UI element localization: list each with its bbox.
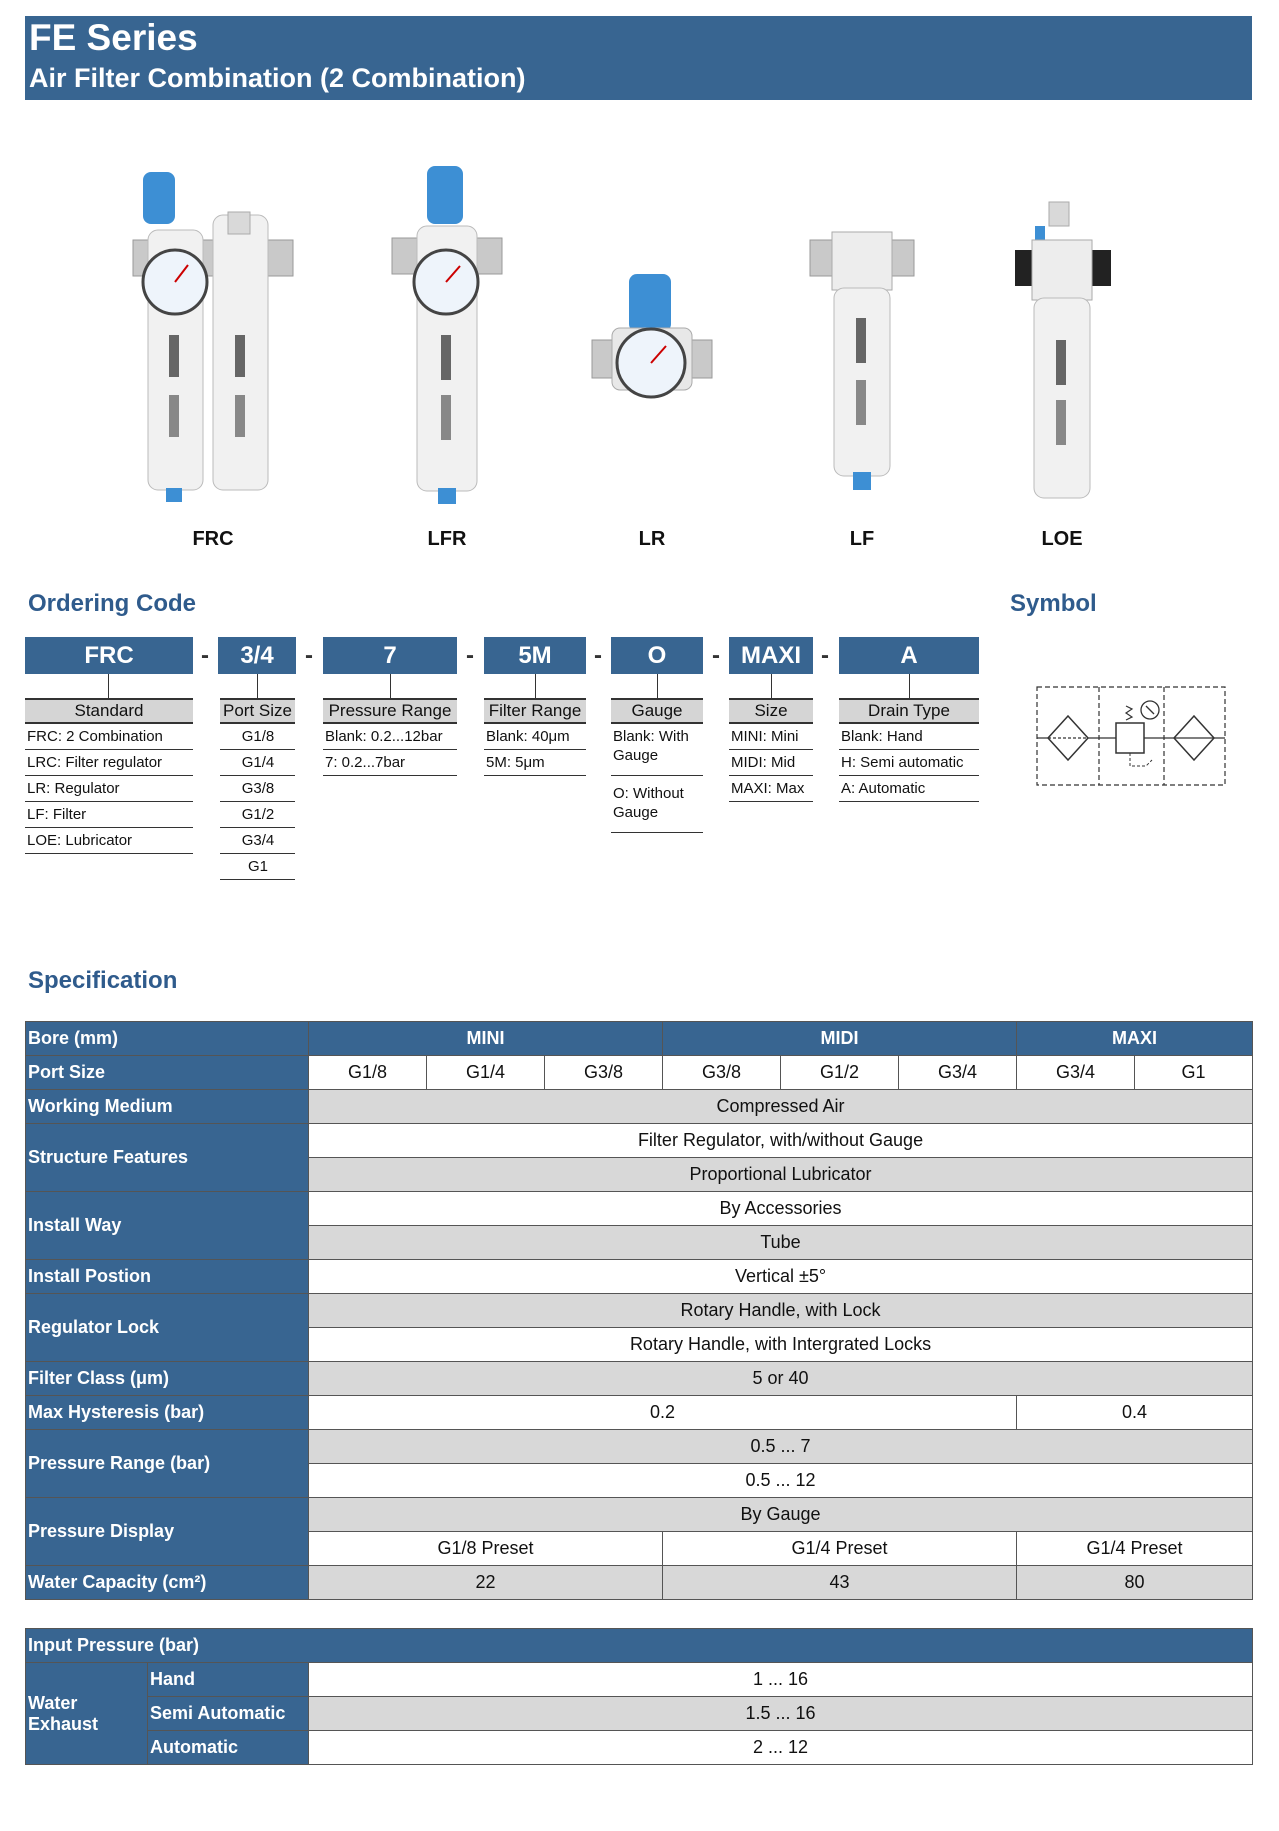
- exhaust-value: 1.5 ... 16: [309, 1697, 1253, 1731]
- product-label: LOE: [1041, 528, 1083, 550]
- oc-option: H: Semi automatic: [839, 750, 979, 776]
- exhaust-type-label: Automatic: [148, 1731, 309, 1765]
- hysteresis-row: [26, 1396, 1253, 1430]
- regulator-lock-value: Rotary Handle, with Lock: [309, 1294, 1253, 1328]
- product-lf: [777, 150, 947, 550]
- hysteresis-value: 0.4: [1017, 1396, 1253, 1430]
- pressure-display-row: [26, 1498, 1253, 1532]
- code-dash: -: [201, 642, 209, 669]
- install-way-value: Tube: [309, 1226, 1253, 1260]
- pressure-preset: G1/4 Preset: [1017, 1532, 1253, 1566]
- oc-option: G3/8: [220, 776, 295, 802]
- oc-option: FRC: 2 Combination: [25, 724, 193, 750]
- port-cell: G1/8: [309, 1056, 427, 1090]
- oc-option: G3/4: [220, 828, 295, 854]
- oc-option: LOE: Lubricator: [25, 828, 193, 854]
- water-capacity-value: 80: [1017, 1566, 1253, 1600]
- product-label: LR: [638, 528, 666, 550]
- oc-option: LF: Filter: [25, 802, 193, 828]
- filter-class-label: Filter Class (μm): [26, 1362, 309, 1396]
- port-size-row: [26, 1056, 1253, 1090]
- water-capacity-row: [26, 1566, 1253, 1600]
- pressure-range-label: Pressure Range (bar): [26, 1430, 309, 1498]
- water-capacity-value: 22: [309, 1566, 663, 1600]
- oc-option: 7: 0.2...7bar: [323, 750, 457, 776]
- port-cell: G3/4: [899, 1056, 1017, 1090]
- product-frc: [128, 150, 298, 550]
- oc-option: G1/2: [220, 802, 295, 828]
- exhaust-row: [26, 1731, 1253, 1765]
- regulator-lock-label: Regulator Lock: [26, 1294, 309, 1362]
- regulator-lock-value: Rotary Handle, with Intergrated Locks: [309, 1328, 1253, 1362]
- oc-option: A: Automatic: [839, 776, 979, 802]
- exhaust-type-label: Hand: [148, 1663, 309, 1697]
- medium-value: Compressed Air: [309, 1090, 1253, 1124]
- oc-column-header: Gauge: [611, 698, 703, 724]
- exhaust-row: [26, 1697, 1253, 1731]
- oc-option: Blank: 40μm: [484, 724, 586, 750]
- medium-label: Working Medium: [26, 1090, 309, 1124]
- structure-value: Proportional Lubricator: [309, 1158, 1253, 1192]
- port-size-label: Port Size: [26, 1056, 309, 1090]
- bore-maxi: MAXI: [1017, 1022, 1253, 1056]
- exhaust-type-label: Semi Automatic: [148, 1697, 309, 1731]
- oc-column-size: [729, 698, 813, 802]
- code-box-pressure: 7: [323, 637, 457, 674]
- oc-column-header: Drain Type: [839, 698, 979, 724]
- oc-column-filter-range: [484, 698, 586, 776]
- regulator-lock-row: [26, 1294, 1253, 1328]
- product-lr: [567, 150, 737, 550]
- oc-column-header: Filter Range: [484, 698, 586, 724]
- product-label: LFR: [427, 528, 467, 550]
- oc-option: Blank: 0.2...12bar: [323, 724, 457, 750]
- structure-row: [26, 1124, 1253, 1158]
- loe-unit-image: [977, 150, 1147, 520]
- pressure-display-label: Pressure Display: [26, 1498, 309, 1566]
- oc-column-port-size: [220, 698, 295, 880]
- code-dash: -: [305, 642, 313, 669]
- code-box-filter: 5M: [484, 637, 586, 674]
- specification-title: Specification: [28, 967, 178, 994]
- oc-option: G1/8: [220, 724, 295, 750]
- pressure-preset: G1/8 Preset: [309, 1532, 663, 1566]
- bore-midi: MIDI: [663, 1022, 1017, 1056]
- oc-option: 5M: 5μm: [484, 750, 586, 776]
- port-cell: G1/4: [427, 1056, 545, 1090]
- lf-unit-image: [777, 150, 947, 520]
- exhaust-row: [26, 1663, 1253, 1697]
- pressure-range-row: [26, 1430, 1253, 1464]
- pressure-range-value: 0.5 ... 7: [309, 1430, 1253, 1464]
- oc-option: O: Without Gauge: [611, 776, 703, 833]
- code-dash: -: [712, 642, 720, 669]
- connector-line: [771, 674, 772, 698]
- exhaust-value: 1 ... 16: [309, 1663, 1253, 1697]
- structure-label: Structure Features: [26, 1124, 309, 1192]
- install-way-row: [26, 1192, 1253, 1226]
- port-cell: G3/8: [545, 1056, 663, 1090]
- input-pressure-table: [25, 1628, 1253, 1765]
- install-way-label: Install Way: [26, 1192, 309, 1260]
- product-label: LF: [849, 528, 875, 550]
- input-pressure-header: [26, 1629, 1253, 1663]
- code-dash: -: [594, 642, 602, 669]
- product-lfr: [362, 150, 532, 550]
- specification-table: [25, 1021, 1253, 1600]
- structure-value: Filter Regulator, with/without Gauge: [309, 1124, 1253, 1158]
- code-box-size: MAXI: [729, 637, 813, 674]
- bore-mini: MINI: [309, 1022, 663, 1056]
- water-capacity-label: Water Capacity (cm²): [26, 1566, 309, 1600]
- code-dash: -: [466, 642, 474, 669]
- oc-option: MIDI: Mid: [729, 750, 813, 776]
- connector-line: [909, 674, 910, 698]
- bore-row: [26, 1022, 1253, 1056]
- oc-column-gauge: [611, 698, 703, 833]
- connector-line: [535, 674, 536, 698]
- exhaust-value: 2 ... 12: [309, 1731, 1253, 1765]
- oc-option: LRC: Filter regulator: [25, 750, 193, 776]
- install-way-value: By Accessories: [309, 1192, 1253, 1226]
- input-pressure-title: Input Pressure (bar): [26, 1629, 1253, 1663]
- pneumatic-symbol-icon: [1036, 686, 1226, 786]
- oc-column-drain-type: [839, 698, 979, 802]
- install-position-label: Install Postion: [26, 1260, 309, 1294]
- code-box-gauge: O: [611, 637, 703, 674]
- oc-option: G1/4: [220, 750, 295, 776]
- symbol-title: Symbol: [1010, 590, 1097, 617]
- oc-option: Blank: With Gauge: [611, 724, 703, 776]
- pressure-display-value: By Gauge: [309, 1498, 1253, 1532]
- oc-option: G1: [220, 854, 295, 880]
- series-subtitle: Air Filter Combination (2 Combination): [29, 63, 526, 93]
- port-cell: G3/8: [663, 1056, 781, 1090]
- oc-column-pressure-range: [323, 698, 457, 776]
- oc-column-standard: [25, 698, 193, 854]
- product-loe: [977, 150, 1147, 550]
- bore-label: Bore (mm): [26, 1022, 309, 1056]
- hysteresis-label: Max Hysteresis (bar): [26, 1396, 309, 1430]
- code-dash: -: [821, 642, 829, 669]
- port-cell: G3/4: [1017, 1056, 1135, 1090]
- pressure-range-value: 0.5 ... 12: [309, 1464, 1253, 1498]
- filter-class-row: [26, 1362, 1253, 1396]
- pressure-preset: G1/4 Preset: [663, 1532, 1017, 1566]
- oc-option: LR: Regulator: [25, 776, 193, 802]
- oc-column-header: Standard: [25, 698, 193, 724]
- medium-row: [26, 1090, 1253, 1124]
- oc-column-header: Size: [729, 698, 813, 724]
- ordering-code-title: Ordering Code: [28, 590, 197, 617]
- oc-column-header: Pressure Range: [323, 698, 457, 724]
- code-box-standard: FRC: [25, 637, 193, 674]
- frc-unit-image: [128, 150, 298, 520]
- water-capacity-value: 43: [663, 1566, 1017, 1600]
- filter-class-value: 5 or 40: [309, 1362, 1253, 1396]
- product-label: FRC: [192, 528, 234, 550]
- oc-option: MAXI: Max: [729, 776, 813, 802]
- hysteresis-value: 0.2: [309, 1396, 1017, 1430]
- series-title: FE Series: [29, 17, 198, 58]
- lr-unit-image: [567, 150, 737, 520]
- oc-column-header: Port Size: [220, 698, 295, 724]
- oc-option: Blank: Hand: [839, 724, 979, 750]
- code-box-drain: A: [839, 637, 979, 674]
- oc-option: MINI: Mini: [729, 724, 813, 750]
- port-cell: G1/2: [781, 1056, 899, 1090]
- water-exhaust-label: Water Exhaust: [26, 1663, 148, 1765]
- connector-line: [108, 674, 109, 698]
- install-position-value: Vertical ±5°: [309, 1260, 1253, 1294]
- connector-line: [657, 674, 658, 698]
- page-header: [25, 16, 1252, 100]
- lfr-unit-image: [362, 150, 532, 520]
- port-cell: G1: [1135, 1056, 1253, 1090]
- code-box-port: 3/4: [218, 637, 296, 674]
- install-position-row: [26, 1260, 1253, 1294]
- connector-line: [257, 674, 258, 698]
- connector-line: [390, 674, 391, 698]
